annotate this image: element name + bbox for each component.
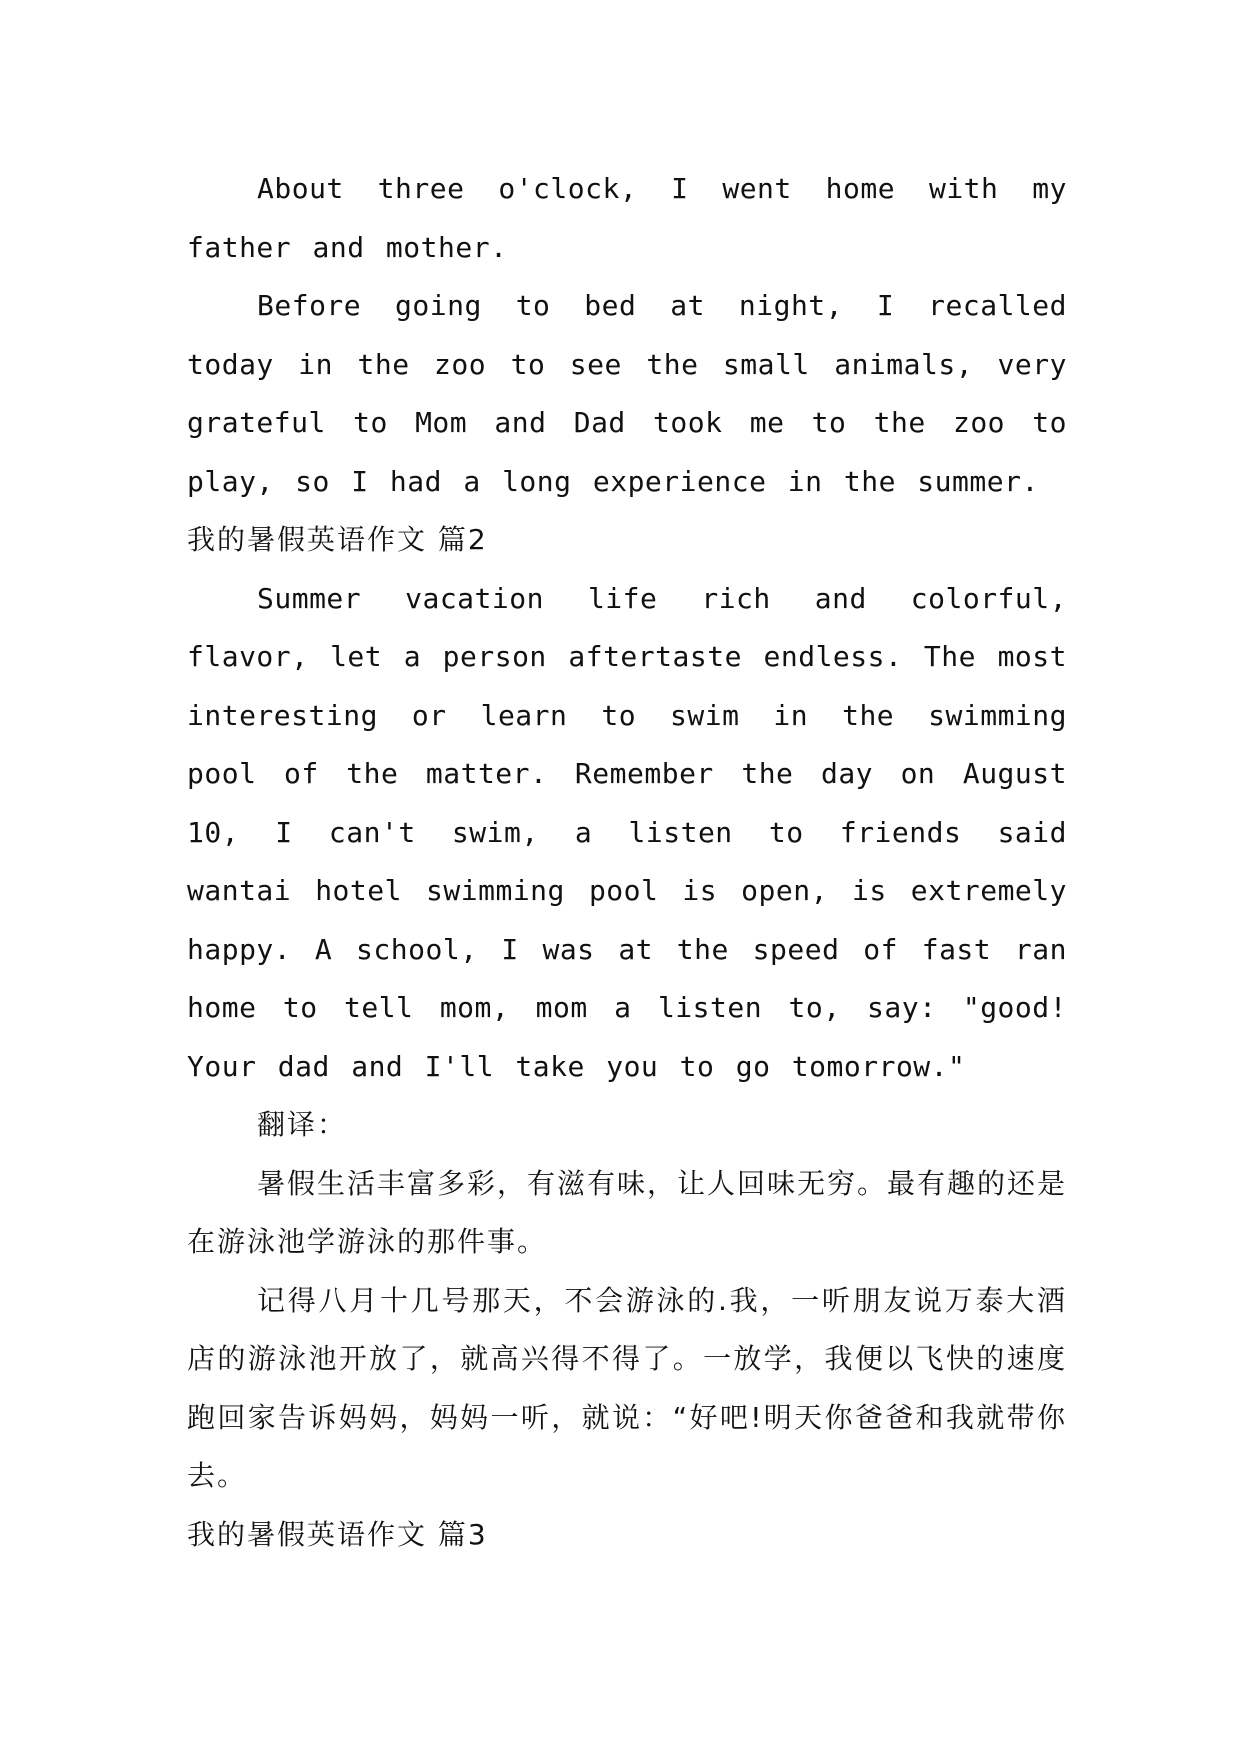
section-heading-2: 我的暑假英语作文 篇2 [187,523,488,556]
translation-label: 翻译： [257,1108,348,1141]
paragraph-recall-zoo: Before going to bed at night, I recalled today in the zoo to see the small animals, very grateful to Mom and Dad took me to the zoo to play, so I had a long experience in the summer. [187,289,1067,498]
paragraph-translation-1: 暑假生活丰富多彩，有滋有味，让人回味无穷。最有趣的还是在游泳池学游泳的那件事。 [187,1166,1068,1258]
paragraph-translation-2: 记得八月十几号那天，不会游泳的.我，一听朋友说万泰大酒店的游泳池开放了，就高兴得不得了。一放学，我便以飞快的速度跑回家告诉妈妈，妈妈一听，就说：“好吧!明天你爸爸和我就带你去。 [187,1283,1067,1492]
paragraph-going-home: About three o'clock, I went home with my father and mother. [187,172,1067,264]
document-page [187,160,1067,1564]
paragraph-summer-vacation-english: Summer vacation life rich and colorful, flavor, let a person aftertaste endless. The most interesting or learn to swim in the swimming pool of the matter. Remember the day on August 10, I can't swim, a listen to friends said wantai hotel swimming pool is open, is extremely happy. A school, I was at the speed of fast ran home to tell mom, mom a listen to, say: "good! Your dad and I'll take you to go tomorrow." [187,581,1067,1083]
section-heading-3: 我的暑假英语作文 篇3 [187,1517,488,1551]
